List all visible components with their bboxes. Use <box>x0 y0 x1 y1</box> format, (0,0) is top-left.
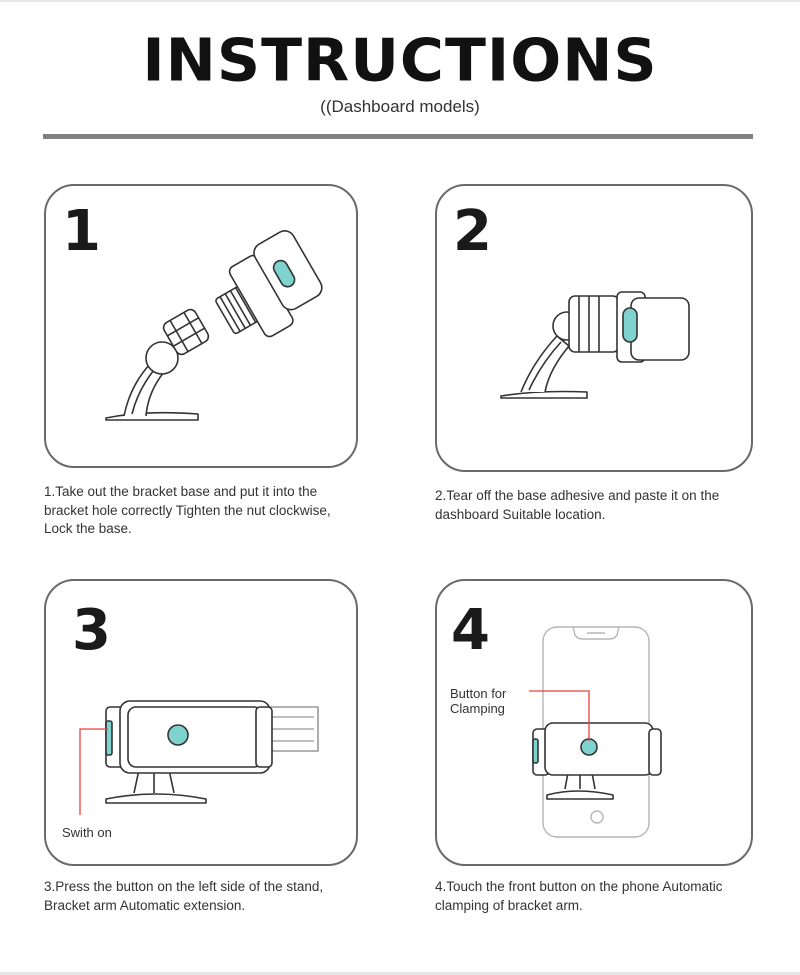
button-for-clamping-callout <box>450 686 506 716</box>
caption-line: 1.Take out the bracket base and put it into the <box>44 484 318 499</box>
step-4-caption <box>435 878 765 915</box>
caption-line: Lock the base. <box>44 521 132 536</box>
step-3-panel <box>44 579 358 866</box>
callout-line-2: Clamping <box>450 701 505 716</box>
header-divider <box>43 134 753 139</box>
step-1-illustration <box>46 186 358 468</box>
page-title: INSTRUCTIONS <box>142 26 658 96</box>
callout-line-1: Button for <box>450 686 507 701</box>
top-rule <box>0 0 800 2</box>
step-4-illustration <box>437 581 753 866</box>
caption-line: 2.Tear off the base adhesive and paste it on the <box>435 488 720 503</box>
step-4-panel <box>435 579 753 866</box>
step-3-illustration <box>46 581 358 866</box>
caption-line: 3.Press the button on the left side of the stand, <box>44 879 324 894</box>
caption-line: dashboard Suitable location. <box>435 506 606 522</box>
page-subtitle: ((Dashboard models) <box>320 97 480 116</box>
switch-on-callout: Swith on <box>62 825 112 840</box>
step-2-caption <box>435 487 765 524</box>
step-2-illustration <box>437 186 753 472</box>
step-3-caption <box>44 878 374 915</box>
step-1-panel <box>44 184 358 468</box>
step-1-number: 1 <box>62 199 101 264</box>
caption-line: 4.Touch the front button on the phone Automatic <box>435 879 723 894</box>
step-3-number: 3 <box>72 598 111 663</box>
step-2-number: 2 <box>453 199 492 264</box>
caption-line: Bracket arm Automatic extension. <box>44 897 246 913</box>
step-1-caption <box>44 483 374 539</box>
step-4-number: 4 <box>451 598 490 663</box>
caption-line: clamping of bracket arm. <box>435 897 583 913</box>
step-2-panel <box>435 184 753 472</box>
caption-line: bracket hole correctly Tighten the nut clockwise, <box>44 502 331 518</box>
